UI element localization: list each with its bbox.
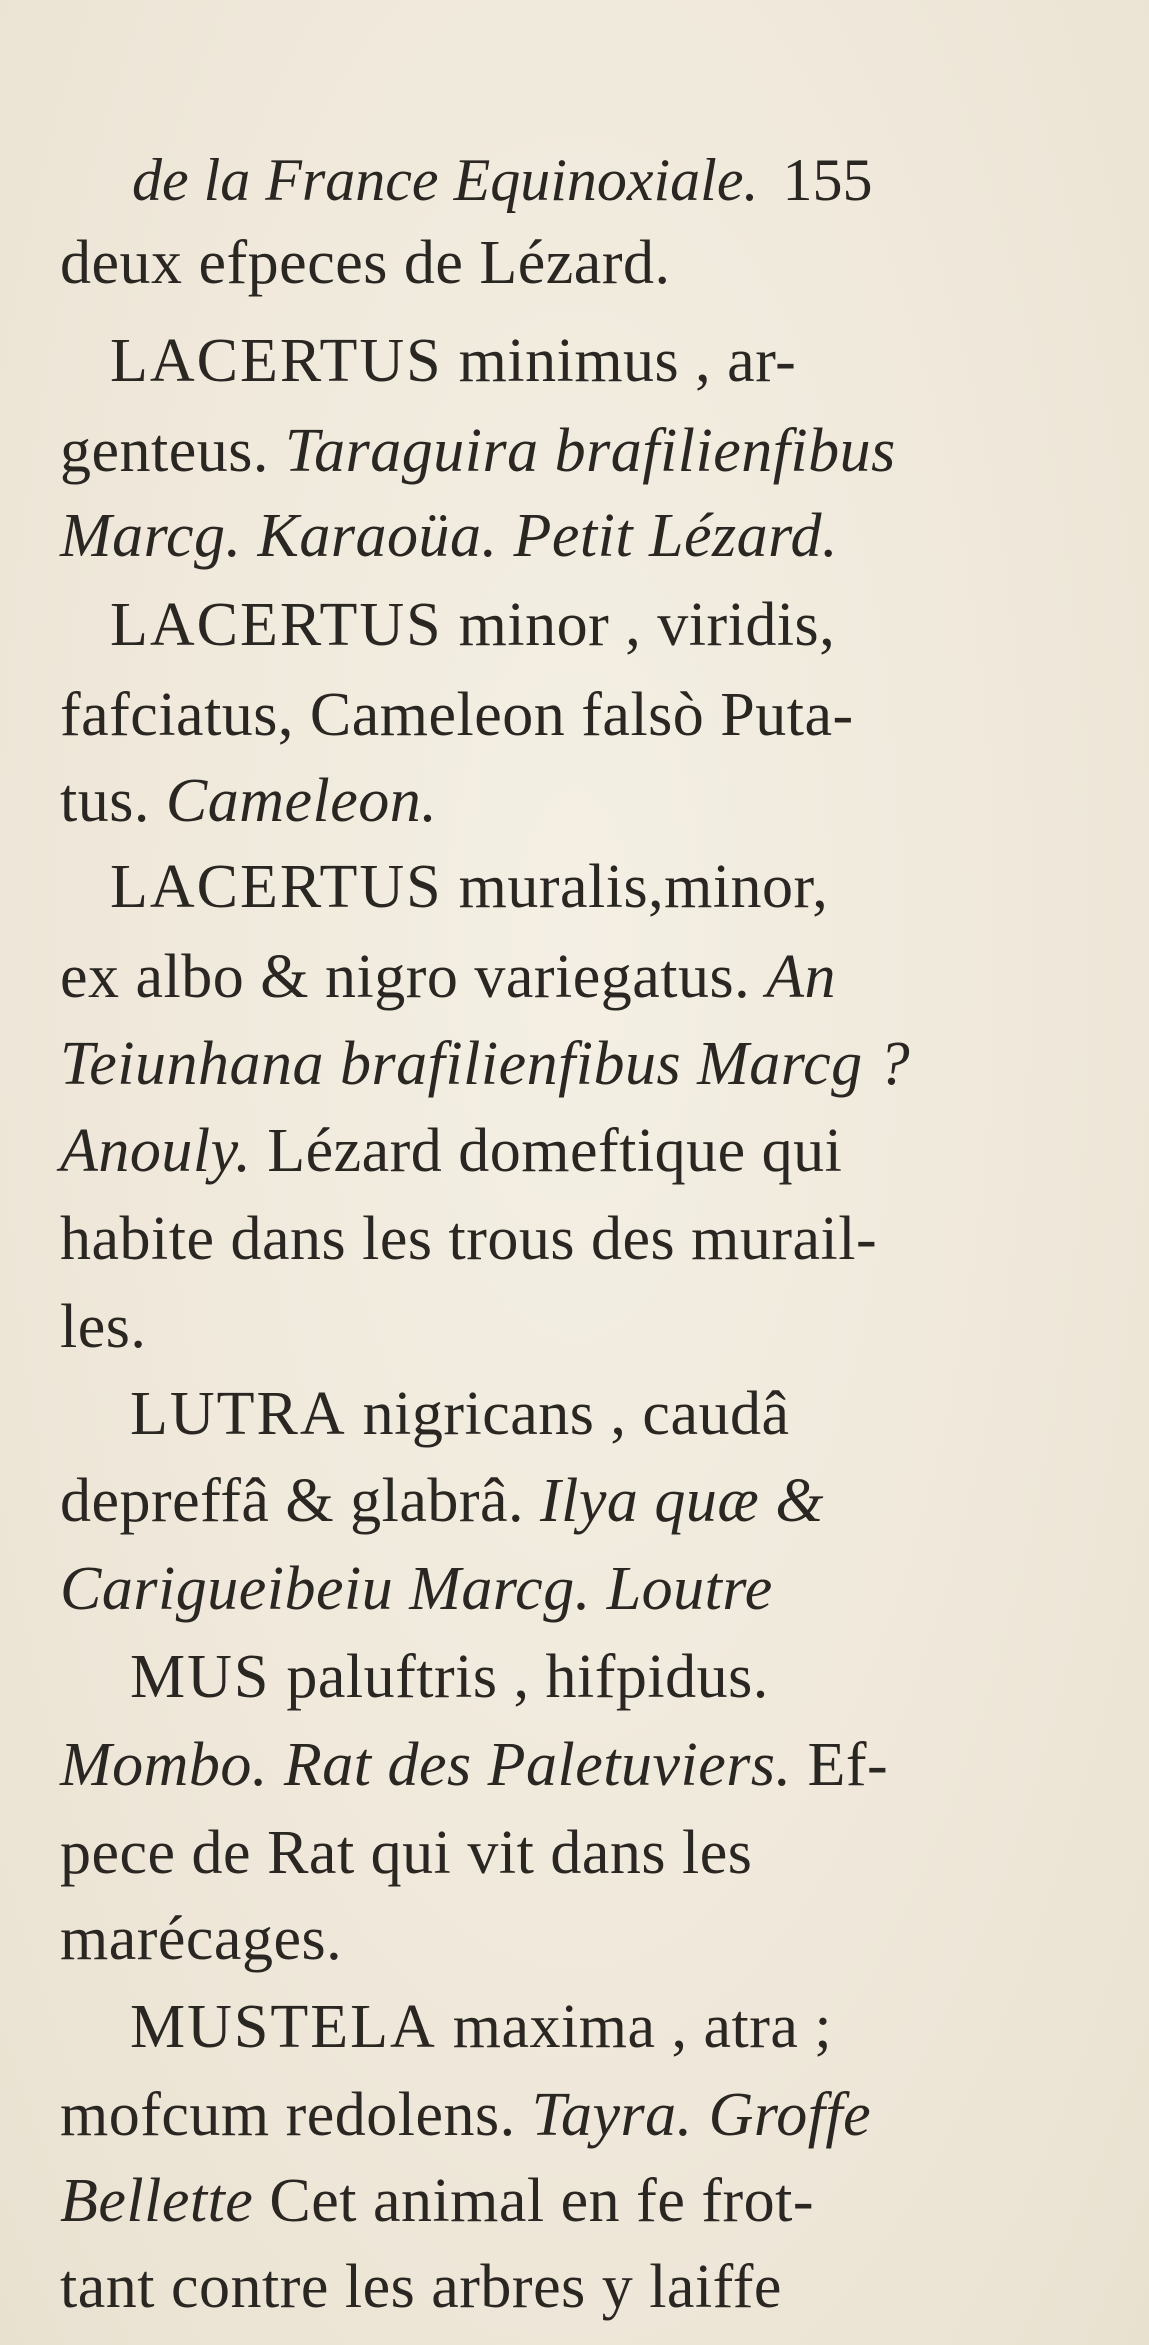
text-span: muralis,minor, — [442, 853, 829, 921]
italic-span: Cameleon. — [165, 767, 438, 835]
text-span: minimus , ar- — [442, 327, 797, 395]
text-span: marécages. — [60, 1905, 343, 1973]
text-span: minor , viridis, — [442, 591, 836, 659]
text-line — [60, 1293, 147, 1361]
text-span: depreffâ & glabrâ. — [60, 1467, 541, 1535]
entry-heading: MUSTELA — [130, 1993, 437, 2061]
text-span: pece de Rat qui vit dans les — [60, 1819, 753, 1887]
text-line — [60, 1467, 824, 1535]
italic-span: Tayra. Groffe — [531, 2081, 872, 2149]
page-number: 155 — [782, 147, 873, 213]
italic-span: Bellette — [60, 2167, 254, 2235]
running-head-title: de la France Equinoxiale. — [132, 147, 759, 213]
text-line — [130, 1380, 790, 1448]
italic-span: Anouly. — [60, 1117, 252, 1185]
italic-span: Ilya quæ & — [540, 1467, 824, 1535]
text-span: Lézard domeftique qui — [251, 1117, 843, 1185]
text-line — [110, 853, 829, 921]
text-span: mofcum redolens. — [60, 2081, 532, 2149]
text-span: ex albo & nigro variegatus. — [60, 943, 767, 1011]
text-span: habite dans les trous des murail- — [60, 1205, 878, 1273]
italic-span: Teiunhana brafilienfibus Marcg ? — [60, 1030, 911, 1098]
text-line — [60, 1030, 911, 1098]
text-span: Cet animal en fe frot- — [253, 2167, 815, 2235]
text-span: fafciatus, Cameleon falsò Puta- — [60, 681, 854, 749]
entry-heading: LUTRA — [130, 1380, 347, 1448]
text-line — [60, 1819, 753, 1887]
text-line — [60, 1905, 343, 1973]
text-line — [60, 767, 438, 835]
entry-heading: LACERTUS — [110, 591, 443, 659]
text-line — [130, 1993, 833, 2061]
text-span: genteus. — [60, 417, 285, 485]
italic-span: An — [766, 943, 837, 1011]
text-line — [130, 1643, 769, 1711]
entry-heading: MUS — [130, 1643, 271, 1711]
text-line — [60, 2081, 872, 2149]
text-line — [60, 2253, 782, 2321]
italic-span: Marcg. Karaoüa. Petit Lézard. — [60, 502, 838, 570]
text-span: deux efpeces de Lézard. — [60, 229, 671, 297]
entry-heading: LACERTUS — [110, 327, 443, 395]
text-line — [60, 417, 896, 485]
text-span: tus. — [60, 767, 166, 835]
text-span: nigricans , caudâ — [346, 1380, 790, 1448]
text-line — [60, 229, 671, 297]
text-line — [60, 502, 838, 570]
italic-span: Mombo. Rat des Paletuviers. — [60, 1731, 792, 1799]
text-line — [60, 1205, 878, 1273]
text-span: les. — [60, 1293, 147, 1361]
text-line — [60, 2167, 815, 2235]
text-line — [60, 943, 837, 1011]
entry-heading: LACERTUS — [110, 853, 443, 921]
text-line — [60, 681, 854, 749]
text-line — [110, 591, 836, 659]
running-head — [132, 147, 873, 213]
text-line — [60, 1117, 843, 1185]
italic-span: Taraguira brafilienfibus — [284, 417, 896, 485]
text-line — [60, 1555, 773, 1623]
italic-span: Carigueibeiu Marcg. Loutre — [60, 1555, 773, 1623]
text-line — [110, 327, 797, 395]
text-span: maxima , atra ; — [436, 1993, 833, 2061]
text-line — [60, 1731, 889, 1799]
text-span: tant contre les arbres y laiffe — [60, 2253, 782, 2321]
text-span: Ef- — [791, 1731, 889, 1799]
text-span: paluftris , hifpidus. — [270, 1643, 769, 1711]
